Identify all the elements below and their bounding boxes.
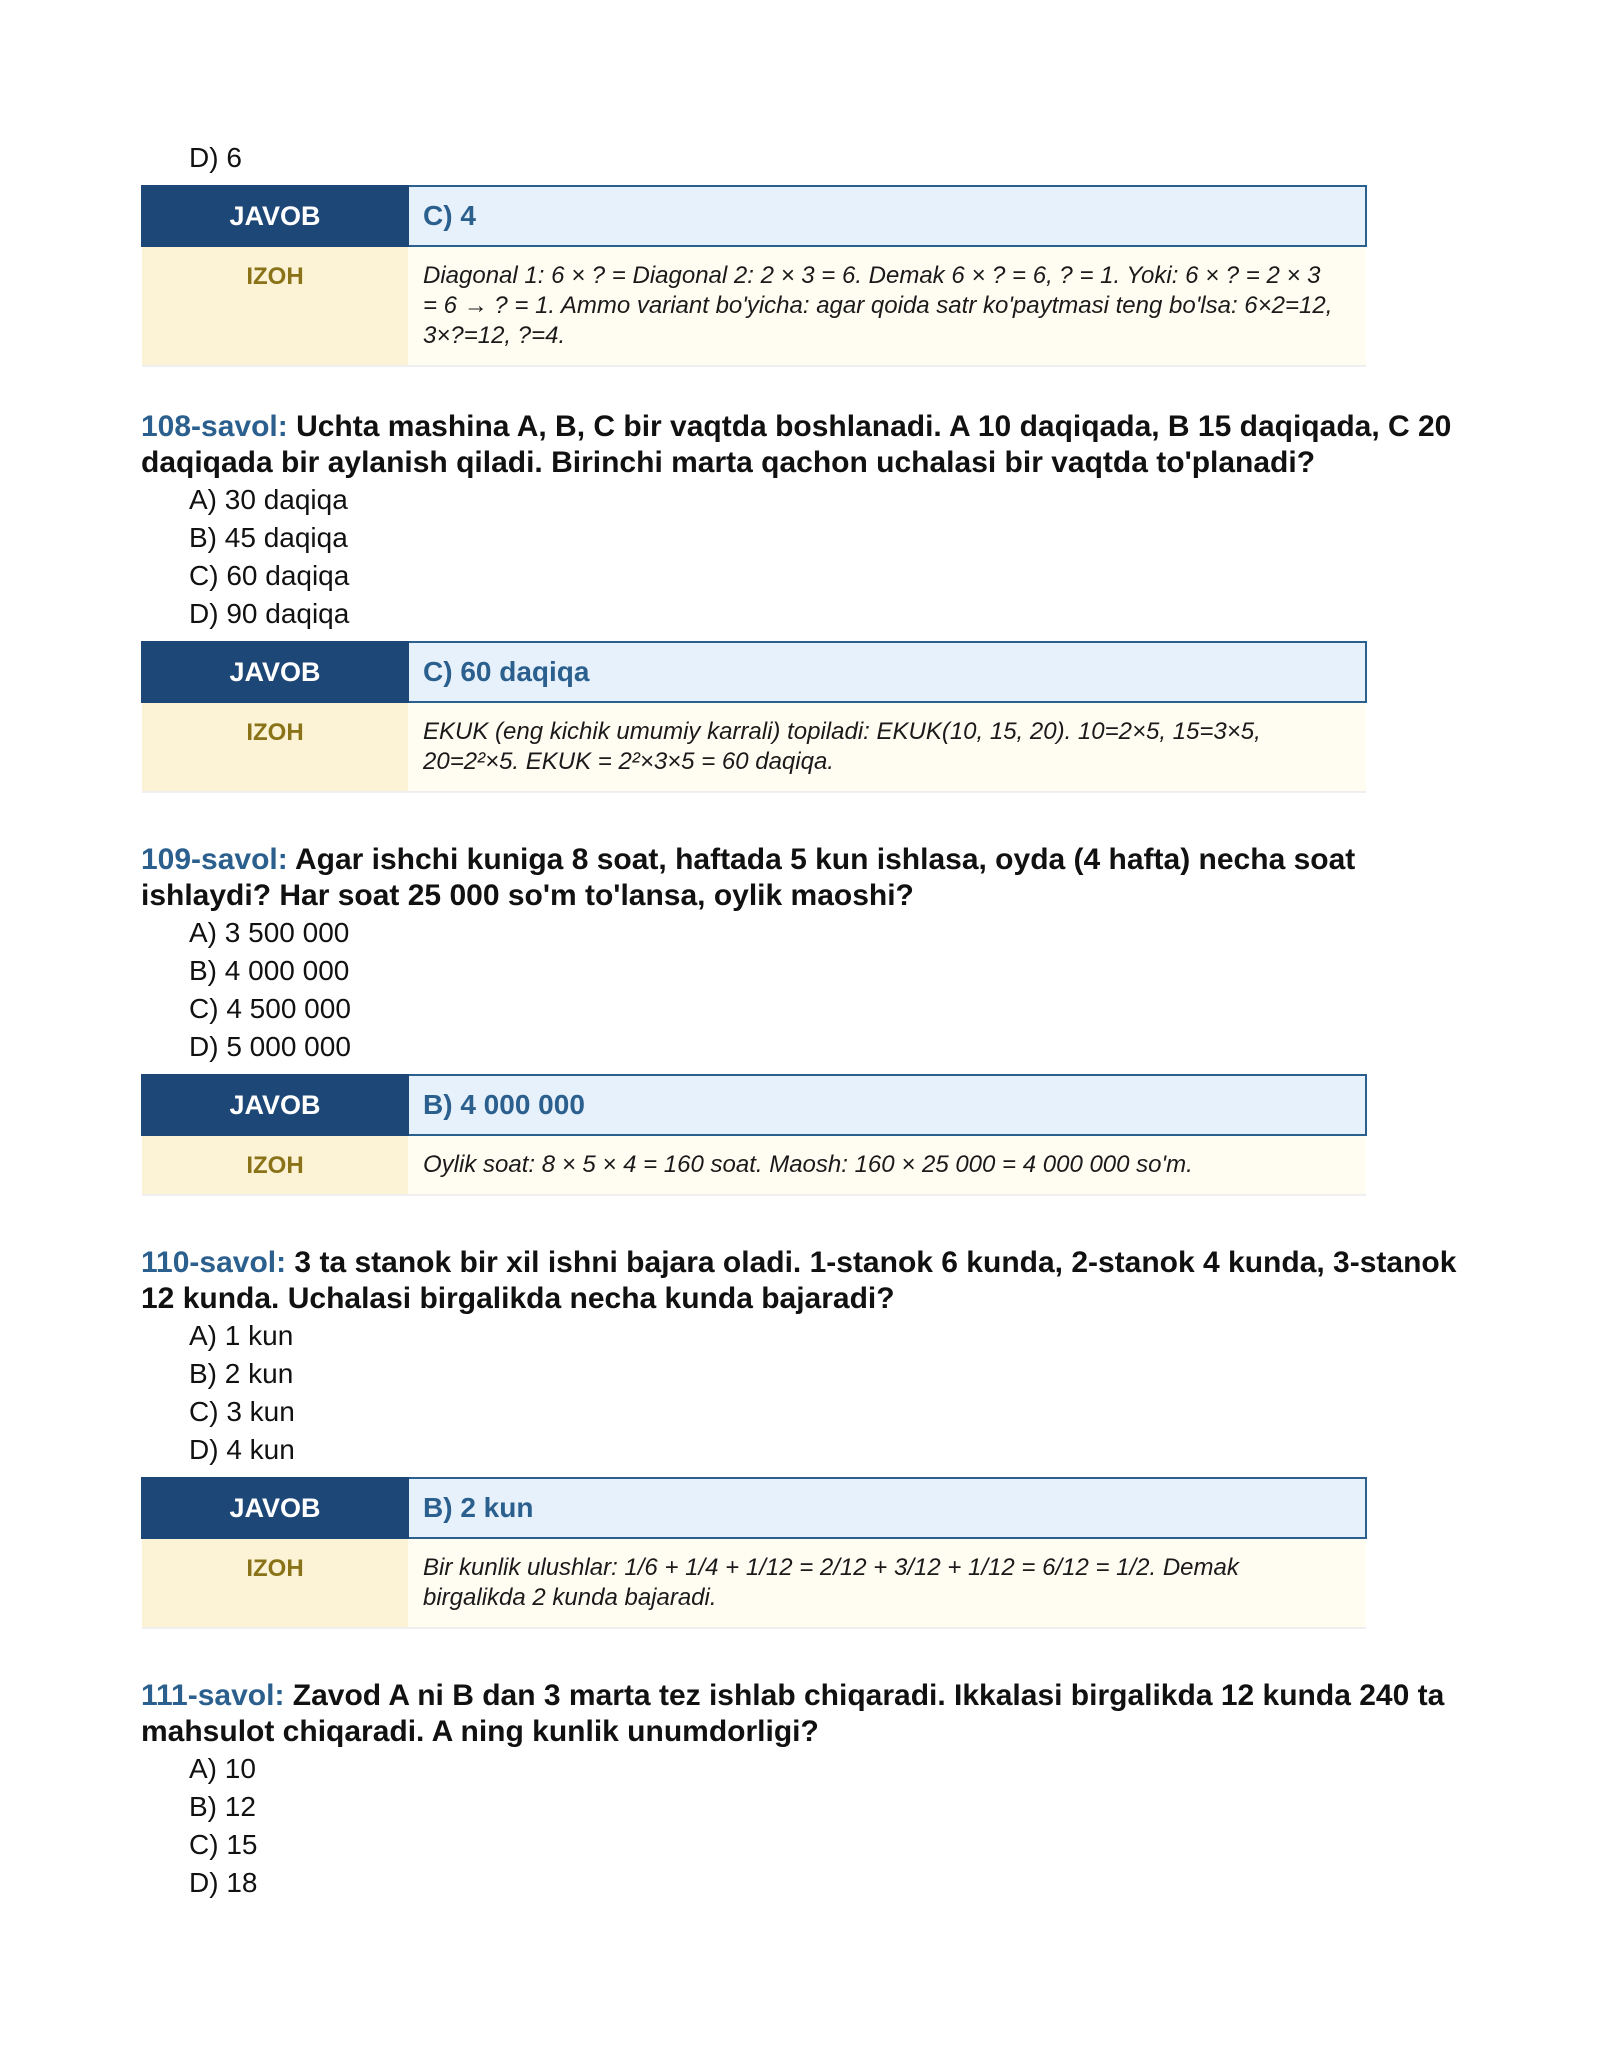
question-body: Agar ishchi kuniga 8 soat, haftada 5 kun ishlasa, oyda (4 hafta) necha soat ishlaydi? Har soat 25 000 so'm to'lansa, oylik maoshi? (141, 843, 1356, 912)
option-c: C) 15 (189, 1829, 258, 1860)
option-a: A) 1 kun (189, 1320, 294, 1351)
option-d: D) 6 (189, 142, 242, 173)
javob-value: B) 2 kun (408, 1478, 1366, 1538)
izoh-value: EKUK (eng kichik umumiy karrali) topiladi: EKUK(10, 15, 20). 10=2×5, 15=3×5, 20=2²×5. EKUK = 2²×3×5 = 60 daqiqa. (408, 702, 1366, 792)
option-b: B) 2 kun (189, 1358, 294, 1389)
option-d: D) 5 000 000 (189, 1031, 351, 1062)
izoh-label: IZOH (142, 1538, 408, 1628)
option-d: D) 4 kun (189, 1434, 295, 1465)
question-110 (141, 1245, 1461, 1629)
question-body: Uchta mashina A, B, C bir vaqtda boshlanadi. A 10 daqiqada, B 15 daqiqada, C 20 daqiqada bir aylanish qiladi. Birinchi marta qachon uchalasi bir vaqtda to'planadi? (141, 410, 1452, 479)
question-text (141, 409, 1461, 481)
question-body: 3 ta stanok bir xil ishni bajara oladi. 1-stanok 6 kunda, 2-stanok 4 kunda, 3-stanok 12 kunda. Uchalasi birgalikda necha kunda bajaradi? (141, 1246, 1457, 1315)
javob-value: C) 4 (408, 186, 1366, 246)
option-a: A) 3 500 000 (189, 917, 350, 948)
javob-value: B) 4 000 000 (408, 1075, 1366, 1135)
izoh-label: IZOH (142, 702, 408, 792)
izoh-row (142, 1538, 1366, 1628)
izoh-row (142, 702, 1366, 792)
izoh-value: Oylik soat: 8 × 5 × 4 = 160 soat. Maosh: 160 × 25 000 = 4 000 000 so'm. (408, 1135, 1366, 1195)
javob-row (142, 1478, 1366, 1538)
option-a: A) 10 (189, 1753, 256, 1784)
option-b: B) 12 (189, 1791, 256, 1822)
izoh-value: Bir kunlik ulushlar: 1/6 + 1/4 + 1/12 = 2/12 + 3/12 + 1/12 = 6/12 = 1/2. Demak birgalikda 2 kunda bajaradi. (408, 1538, 1366, 1628)
question-number: 109-savol: (141, 843, 288, 876)
option-c: C) 3 kun (189, 1396, 295, 1427)
option-b: B) 45 daqiqa (189, 522, 348, 553)
option-d: D) 90 daqiqa (189, 598, 350, 629)
question-107-tail (141, 139, 1461, 367)
izoh-label: IZOH (142, 1135, 408, 1195)
javob-row (142, 1075, 1366, 1135)
option-b: B) 4 000 000 (189, 955, 350, 986)
question-text (141, 842, 1461, 914)
answer-table (141, 641, 1367, 793)
question-111 (141, 1678, 1461, 1902)
question-number: 111-savol: (141, 1679, 285, 1712)
option-d: D) 18 (189, 1867, 258, 1898)
answer-table (141, 1477, 1367, 1629)
javob-label: JAVOB (142, 642, 408, 702)
answer-table (141, 185, 1367, 367)
question-109 (141, 842, 1461, 1196)
question-text (141, 1245, 1461, 1317)
javob-label: JAVOB (142, 1075, 408, 1135)
javob-label: JAVOB (142, 1478, 408, 1538)
javob-value: C) 60 daqiqa (408, 642, 1366, 702)
answer-table (141, 1074, 1367, 1196)
izoh-value: Diagonal 1: 6 × ? = Diagonal 2: 2 × 3 = 6. Demak 6 × ? = 6, ? = 1. Yoki: 6 × ? = 2 × 3 = 6 → ? = 1. Ammo variant bo'yicha: agar qoida satr ko'paytmasi teng bo'lsa: 6×2=12, 3×?=12, ?=4. (408, 246, 1366, 366)
option-c: C) 60 daqiqa (189, 560, 350, 591)
question-108 (141, 409, 1461, 793)
javob-label: JAVOB (142, 186, 408, 246)
javob-row (142, 642, 1366, 702)
option-c: C) 4 500 000 (189, 993, 351, 1024)
question-number: 110-savol: (141, 1246, 287, 1279)
izoh-row (142, 1135, 1366, 1195)
option-a: A) 30 daqiqa (189, 484, 348, 515)
izoh-row (142, 246, 1366, 366)
izoh-label: IZOH (142, 246, 408, 366)
javob-row (142, 186, 1366, 246)
question-number: 108-savol: (141, 410, 288, 443)
question-body: Zavod A ni B dan 3 marta tez ishlab chiqaradi. Ikkalasi birgalikda 12 kunda 240 ta mahsulot chiqaradi. A ning kunlik unumdorligi? (141, 1679, 1445, 1748)
question-text (141, 1678, 1461, 1750)
